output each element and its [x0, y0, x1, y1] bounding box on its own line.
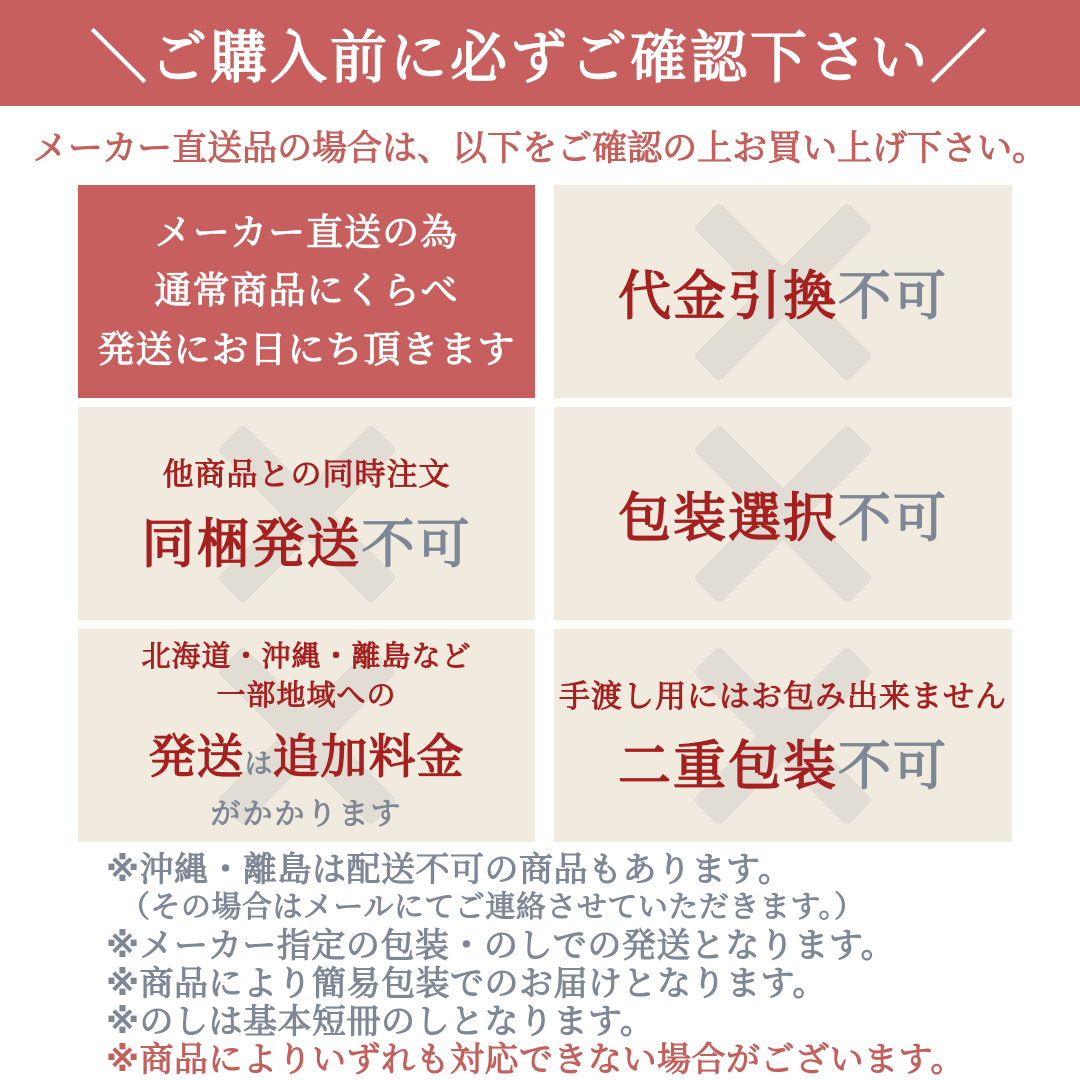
card-wrapping-select-unavailable	[554, 407, 1012, 620]
card-direct-shipping	[78, 185, 535, 398]
card-content	[618, 476, 948, 552]
card-bundle-unavailable	[78, 407, 535, 620]
footnote-line: ※沖縄・離島は配送不可の商品もあります。	[106, 851, 793, 889]
card-suffix: 不可	[838, 266, 948, 326]
notice-grid	[78, 185, 1012, 842]
card-text-line: メーカー直送の為	[154, 211, 459, 253]
footnotes	[106, 851, 1080, 1079]
card-cod-unavailable	[554, 185, 1012, 398]
card-keyword: 発送	[148, 730, 245, 784]
card-suffix: 不可	[838, 737, 948, 796]
card-note: 手渡し用にはお包み出来ません	[559, 679, 1007, 714]
card-text-line: 通常商品にくらべ	[154, 270, 459, 312]
card-content	[142, 449, 472, 578]
card-suffix: 不可	[361, 515, 472, 574]
card-keyword: 代金引換	[618, 266, 838, 326]
footnote-line: ※のしは基本短冊のしとなります。	[106, 1003, 655, 1041]
card-note: 北海道・沖縄・離島など	[141, 640, 472, 673]
card-content	[618, 254, 948, 330]
card-keyword: 二重包装	[618, 737, 838, 796]
subtitle-text: メーカー直送品の場合は、以下をご確認の上お買い上げ下さい。	[32, 129, 1048, 168]
footnote-line: ※商品により簡易包装でのお届けとなります。	[106, 965, 827, 1003]
card-suffix: 不可	[838, 488, 948, 548]
card-text-line: 発送にお日にち頂きます	[97, 328, 516, 370]
card-particle: は	[244, 748, 273, 780]
footnote-line-warning: ※商品によりいずれも対応できない場合がございます。	[106, 1041, 965, 1079]
page-title: ＼ご購入前に必ずご確認下さい／	[90, 26, 990, 90]
card-keyword: 包装選択	[618, 488, 838, 548]
card-note: 他商品との同時注文	[162, 457, 451, 492]
card-extra-fee-remote-areas	[78, 629, 535, 842]
card-suffix: がかかります	[210, 798, 403, 832]
card-double-wrap-unavailable	[554, 629, 1012, 842]
footnote-line: （その場合はメールにてご連絡させていただきます。）	[120, 891, 865, 924]
card-content	[559, 671, 1007, 800]
header-banner	[0, 0, 1080, 106]
card-content	[141, 638, 471, 833]
card-keyword: 追加料金	[272, 730, 465, 784]
card-keyword: 同梱発送	[141, 515, 362, 574]
card-note: 一部地域への	[216, 680, 397, 712]
footnote-line: ※メーカー指定の包装・のしでの発送となります。	[106, 927, 896, 965]
